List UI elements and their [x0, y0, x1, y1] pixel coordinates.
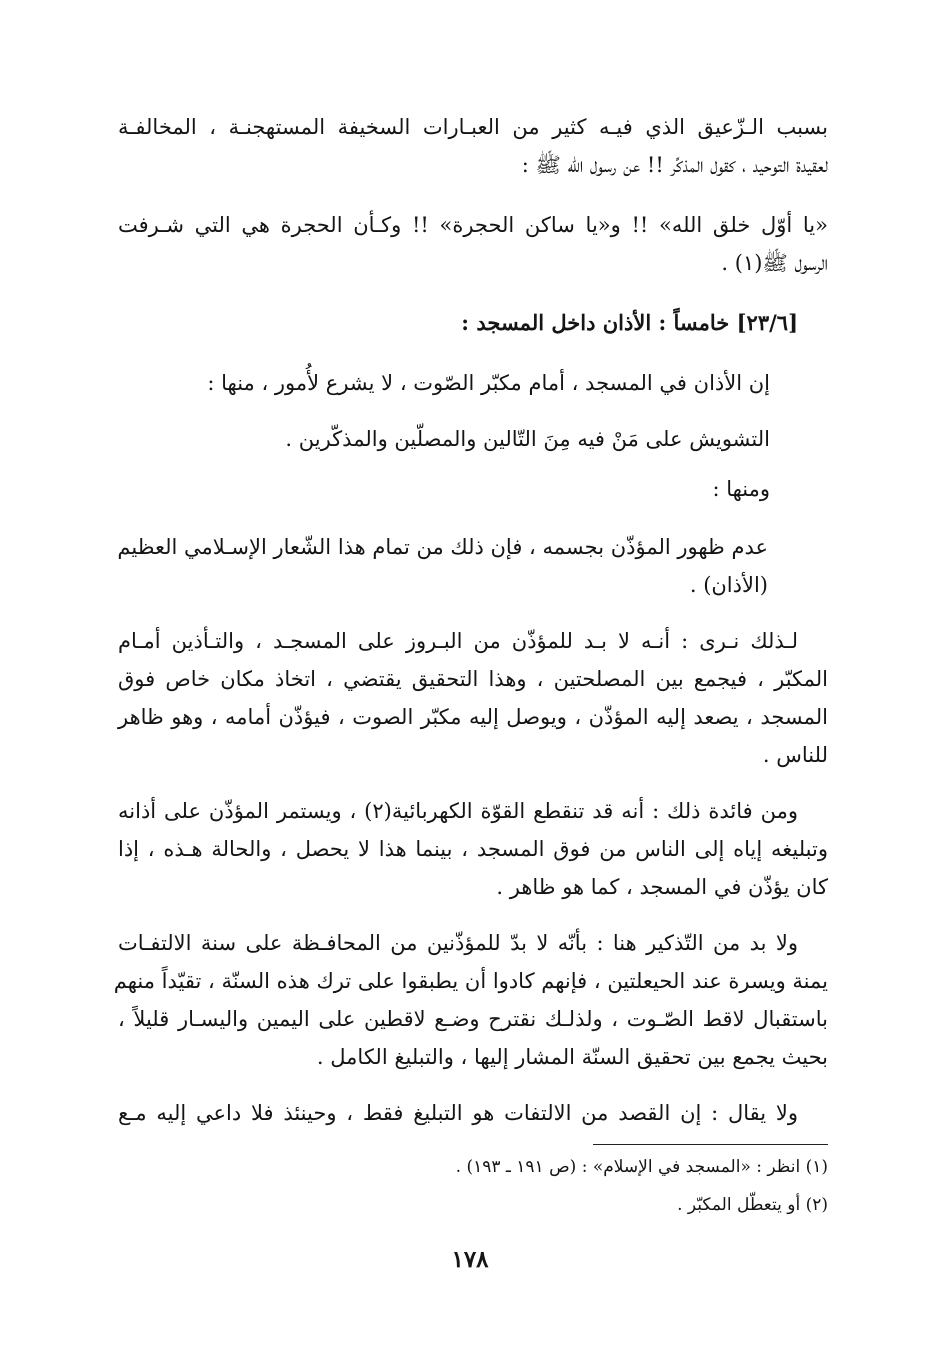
body-line: التشويش على مَنْ فيه مِنَ التّالين والمصلّين والمذكّرين .: [285, 427, 770, 451]
body-line: لـذلك نـرى : أنـه لا بـد للمؤذّن من البـروز على المسجـد ، والتـأذين أمـام: [118, 629, 798, 653]
footnote: (٢) أو يتعطّل المكبّر .: [677, 1195, 828, 1215]
body-line: باستقبال لاقط الصّـوت ، ولذلـك نقترح وضـع لاقطين على اليمين واليسـار قليلاً ،: [118, 1007, 828, 1031]
body-line: بحيث يجمع بين تحقيق السنّة المشار إليها ، والتبليغ الكامل .: [316, 1045, 828, 1069]
body-line: كان يؤذّن في المسجد ، كما هو ظاهر .: [496, 875, 828, 899]
body-line: بسبب الـزّعيق الذي فيـه كثير من العبـارات السخيفة المستهجنـة ، المخالفـة: [118, 115, 828, 139]
body-line: ولا يقال : إن القصد من الالتفات هو التبليغ فقط ، وحينئذ فلا داعي إليه مـع: [118, 1101, 798, 1125]
footnote: (١) انظر : «المسجد في الإسلام» : (ص ١٩١ ـ ١٩٣) .: [455, 1157, 828, 1177]
body-line: يمنة ويسرة عند الحيعلتين ، فإنهم كادوا أن يطبقوا على ترك هذه السنّة ، تقيّداً منهم: [113, 969, 828, 993]
section-heading: [٢٣/٦] خامساً : الأذان داخل المسجد :: [461, 310, 798, 335]
body-line: لعقيدة التوحيد ، كقول المذكِّر !! عن رسول الله ﷺ :: [521, 153, 828, 177]
body-line: ومنها :: [712, 477, 770, 501]
page-number: ١٧٨: [451, 1246, 489, 1273]
body-line: عدم ظهور المؤذّن بجسمه ، فإن ذلك من تمام هذا الشّعار الإسـلامي العظيم: [117, 535, 768, 559]
body-line: ومن فائدة ذلك : أنه قد تنقطع القوّة الكهربائية(٢) ، ويستمر المؤذّن على أذانه: [118, 799, 798, 823]
body-line: الرسول ﷺ(١) .: [721, 251, 828, 275]
body-line: «يا أوّل خلق الله» !! و«يا ساكن الحجرة» !! وكـأن الحجرة هي التي شـرفت: [118, 213, 828, 237]
body-line: المسجد ، يصعد إليه المؤذّن ، ويوصل إليه مكبّر الصوت ، فيؤذّن أمامه ، وهو ظاهر: [118, 705, 828, 729]
body-line: وتبليغه إياه إلى الناس من فوق المسجد ، بينما هذا لا يحصل ، والحالة هـذه ، إذا: [118, 837, 828, 861]
body-line: المكبّر ، فيجمع بين المصلحتين ، وهذا التحقيق يقتضي ، اتخاذ مكان خاص فوق: [118, 667, 828, 691]
body-line: إن الأذان في المسجد ، أمام مكبّر الصّوت ، لا يشرع لأُمور ، منها :: [207, 371, 770, 395]
body-line: ولا بد من التّذكير هنا : بأنّه لا بدّ للمؤذّنين من المحافـظة على سنة الالتفـات: [118, 931, 798, 955]
body-line: (الأذان) .: [689, 573, 768, 597]
footnote-divider: [593, 1144, 828, 1145]
body-line: للناس .: [762, 743, 828, 767]
